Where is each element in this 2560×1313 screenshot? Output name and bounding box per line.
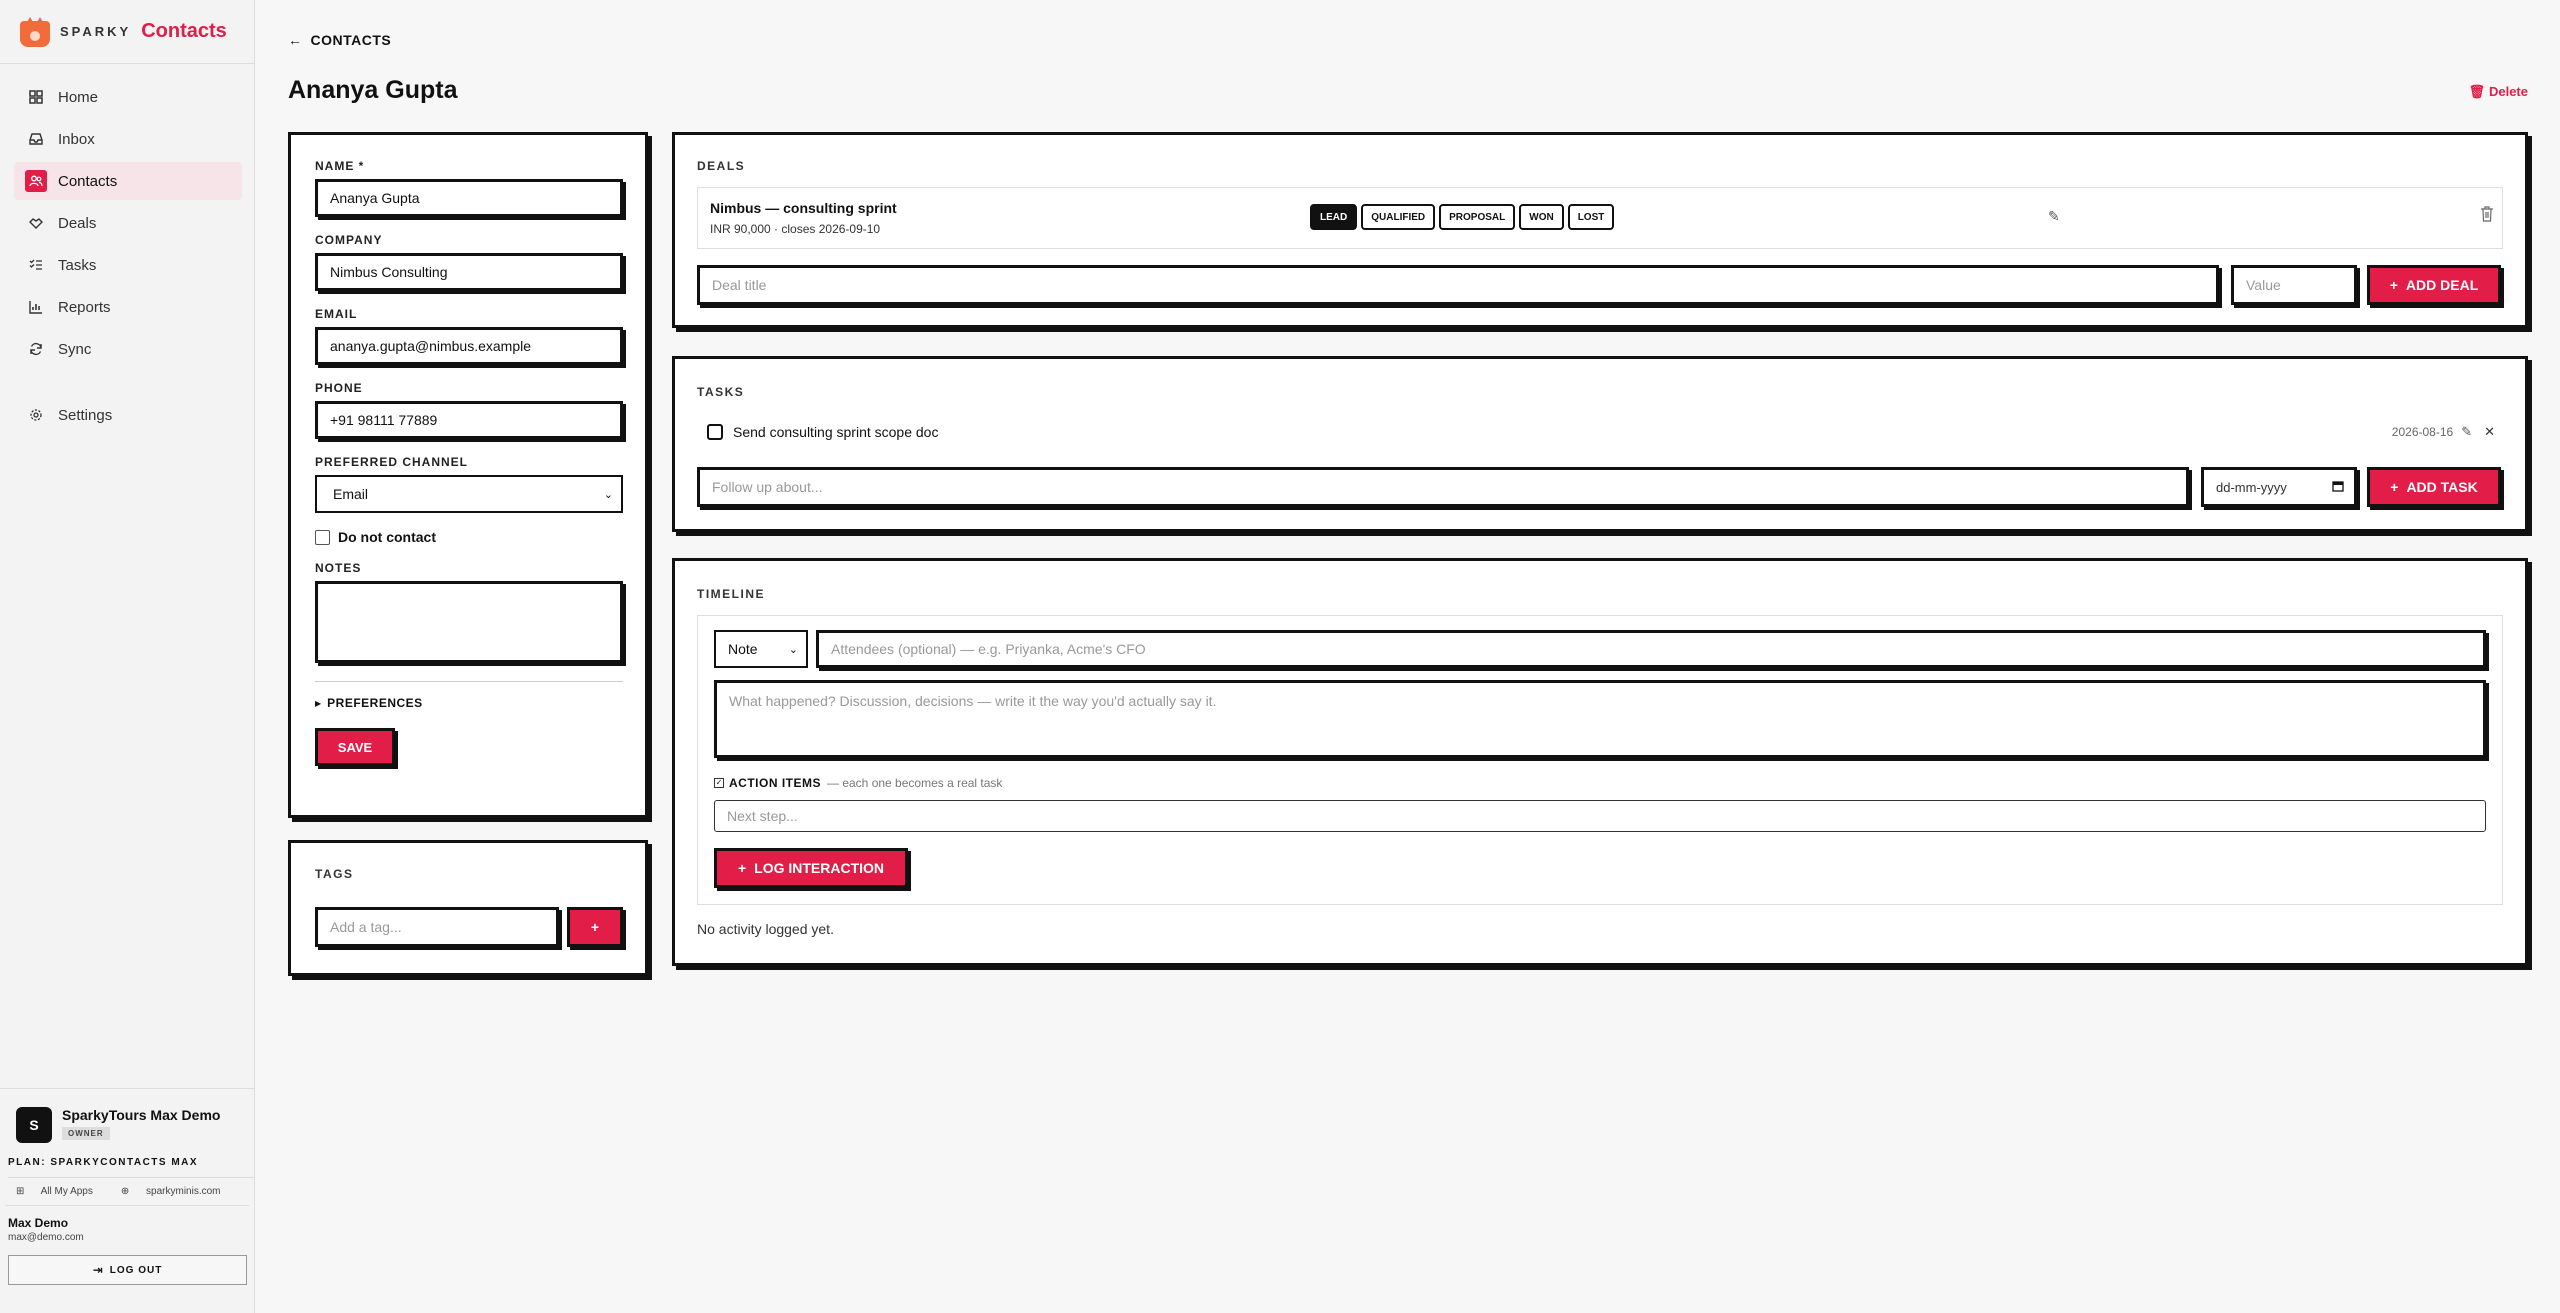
- avatar: S: [16, 1107, 52, 1143]
- close-icon[interactable]: ✕: [2484, 424, 2495, 439]
- task-due-date: 2026-08-16: [2391, 425, 2454, 439]
- sidebar-item-label: Reports: [58, 298, 111, 316]
- org-name: SparkyTours Max Demo: [62, 1107, 221, 1123]
- tag-input[interactable]: [315, 907, 559, 947]
- trash-icon: 🗑: [2468, 84, 2485, 99]
- sidebar-item-label: Deals: [58, 214, 97, 232]
- task-title: Send consulting sprint scope doc: [733, 424, 939, 440]
- home-icon: [28, 89, 44, 105]
- calendar-icon: [2332, 479, 2344, 495]
- sidebar: [0, 0, 255, 1313]
- interaction-type-value: Note: [728, 641, 758, 657]
- deals-icon: [28, 215, 44, 231]
- contacts-icon: [25, 170, 47, 192]
- email-label: EMAIL: [315, 307, 358, 321]
- sidebar-item-label: Settings: [58, 406, 113, 424]
- all-apps-link[interactable]: [16, 1186, 107, 1197]
- trash-deal-icon[interactable]: [2480, 206, 2494, 227]
- dnc-label: Do not contact: [338, 529, 436, 545]
- deal-meta: INR 90,000 · closes 2026-09-10: [710, 222, 881, 236]
- action-items-hint: — each one becomes a real task: [827, 776, 1003, 790]
- add-deal-button[interactable]: [2367, 265, 2501, 305]
- tasks-icon: [28, 257, 44, 273]
- role-badge: OWNER: [62, 1127, 110, 1140]
- user-email: max@demo.com: [8, 1232, 84, 1243]
- sidebar-item-reports[interactable]: [14, 288, 242, 326]
- log-interaction-form: [697, 615, 2503, 905]
- plus-icon: +: [2389, 277, 2398, 293]
- task-date-input[interactable]: [2201, 467, 2357, 507]
- stage-proposal[interactable]: PROPOSAL: [1439, 204, 1515, 230]
- dnc-checkbox[interactable]: [315, 530, 330, 545]
- phone-label: PHONE: [315, 381, 363, 395]
- deals-card: [672, 132, 2528, 328]
- body-placeholder: What happened? Discussion, decisions — write it the way you'd actually say it.: [729, 693, 1217, 709]
- deal-value-input[interactable]: [2231, 265, 2357, 305]
- fox-logo-icon: [20, 17, 50, 47]
- sidebar-item-settings[interactable]: [14, 396, 242, 434]
- phone-field[interactable]: +91 98111 77889: [315, 401, 623, 439]
- site-link[interactable]: [121, 1186, 235, 1197]
- plus-icon: +: [2390, 479, 2399, 495]
- settings-icon: [28, 407, 44, 423]
- task-checkbox[interactable]: [707, 424, 723, 440]
- back-link[interactable]: [288, 32, 391, 48]
- edit-deal-icon[interactable]: ✎: [2048, 208, 2060, 224]
- timeline-empty-state: No activity logged yet.: [697, 921, 834, 937]
- account-panel: [0, 1088, 255, 1285]
- preferences-label: PREFERENCES: [327, 696, 423, 710]
- all-apps-label: All My Apps: [40, 1186, 93, 1197]
- task-placeholder: Follow up about...: [712, 479, 823, 495]
- globe-icon: ⊕: [120, 1186, 130, 1197]
- log-interaction-label: LOG INTERACTION: [754, 860, 885, 876]
- name-field[interactable]: Ananya Gupta: [315, 179, 623, 217]
- checklist-icon: ✓: [715, 778, 723, 787]
- deal-title: Nimbus — consulting sprint: [710, 200, 897, 216]
- tags-card: [288, 840, 648, 976]
- sidebar-item-label: Contacts: [58, 172, 118, 190]
- channel-label: PREFERRED CHANNEL: [315, 455, 469, 469]
- plan-label: PLAN: SPARKYCONTACTS MAX: [8, 1157, 255, 1178]
- save-button[interactable]: SAVE: [315, 728, 395, 766]
- timeline-label: TIMELINE: [697, 587, 765, 601]
- add-deal-label: ADD DEAL: [2405, 277, 2479, 293]
- log-interaction-button[interactable]: [714, 848, 908, 888]
- plus-icon: +: [737, 860, 747, 876]
- channel-value: Email: [333, 486, 369, 502]
- logout-button[interactable]: [8, 1255, 247, 1285]
- deal-title-input[interactable]: [697, 265, 2219, 305]
- dnc-row: [315, 529, 623, 545]
- sidebar-item-inbox[interactable]: [14, 120, 242, 158]
- sidebar-nav: [0, 64, 254, 434]
- channel-select[interactable]: [315, 475, 623, 513]
- deal-stage-selector: [1310, 204, 1618, 230]
- task-date-placeholder: dd-mm-yyyy: [2216, 479, 2287, 495]
- action-items-header: [714, 776, 1002, 790]
- reports-icon: [28, 299, 44, 315]
- arrow-left-icon: ←: [288, 32, 303, 48]
- deal-row[interactable]: [697, 187, 2503, 249]
- brand-name: Contacts: [141, 20, 227, 42]
- tasks-card: [672, 356, 2528, 532]
- sidebar-item-sync[interactable]: [14, 330, 242, 368]
- inbox-icon: [28, 131, 44, 147]
- interaction-body-textarea[interactable]: [714, 680, 2486, 758]
- next-step-placeholder: Next step...: [727, 808, 798, 824]
- company-field[interactable]: Nimbus Consulting: [315, 253, 623, 291]
- site-label: sparkyminis.com: [146, 1186, 221, 1197]
- sidebar-item-deals[interactable]: [14, 204, 242, 242]
- add-task-button[interactable]: [2367, 467, 2501, 507]
- delete-button[interactable]: [2468, 84, 2528, 100]
- sidebar-item-label: Sync: [58, 340, 92, 358]
- brand[interactable]: [0, 0, 254, 64]
- caret-right-icon: ▶: [315, 698, 322, 708]
- attendees-placeholder: Attendees (optional) — e.g. Priyanka, Acme's CFO: [831, 641, 1146, 657]
- task-row: [707, 421, 2503, 443]
- sidebar-item-label: Home: [58, 88, 99, 106]
- company-label: COMPANY: [315, 233, 383, 247]
- name-label: NAME *: [315, 159, 365, 173]
- grid-icon: ⊞: [16, 1186, 25, 1197]
- notes-textarea[interactable]: [315, 581, 623, 663]
- notes-label: NOTES: [315, 561, 362, 575]
- page-title: Ananya Gupta: [288, 76, 458, 104]
- tag-placeholder: Add a tag...: [330, 919, 402, 935]
- logout-icon: ⇥: [92, 1263, 104, 1277]
- next-step-input[interactable]: [714, 800, 2486, 832]
- chevron-down-icon: ⌄: [603, 488, 613, 501]
- timeline-card: [672, 558, 2528, 966]
- stage-lost[interactable]: LOST: [1568, 204, 1615, 230]
- chevron-down-icon: ⌄: [788, 643, 798, 656]
- sidebar-item-tasks[interactable]: [14, 246, 242, 284]
- task-input[interactable]: [697, 467, 2189, 507]
- sidebar-item-contacts[interactable]: [14, 162, 242, 200]
- sidebar-item-label: Tasks: [58, 256, 97, 274]
- sync-icon: [28, 341, 44, 357]
- brand-prefix: SPARKY: [60, 24, 132, 39]
- attendees-input[interactable]: [816, 630, 2486, 668]
- stage-lead[interactable]: LEAD: [1310, 204, 1357, 230]
- preferences-toggle[interactable]: [315, 681, 623, 710]
- logout-label: LOG OUT: [109, 1264, 163, 1276]
- sidebar-item-home[interactable]: [14, 78, 242, 116]
- sidebar-item-label: Inbox: [58, 130, 95, 148]
- delete-label: Delete: [2488, 84, 2528, 99]
- interaction-type-select[interactable]: [714, 630, 808, 668]
- tasks-label: TASKS: [697, 385, 745, 399]
- back-label: CONTACTS: [310, 32, 392, 48]
- stage-qualified[interactable]: QUALIFIED: [1361, 204, 1435, 230]
- deal-value-placeholder: Value: [2246, 277, 2281, 293]
- add-task-label: ADD TASK: [2406, 479, 2478, 495]
- deal-title-placeholder: Deal title: [712, 277, 767, 293]
- add-tag-button[interactable]: +: [567, 907, 623, 947]
- deals-label: DEALS: [697, 159, 746, 173]
- user-name: Max Demo: [8, 1216, 69, 1230]
- stage-won[interactable]: WON: [1519, 204, 1563, 230]
- contact-form-card: [288, 132, 648, 818]
- email-field[interactable]: ananya.gupta@nimbus.example: [315, 327, 623, 365]
- edit-task-icon[interactable]: ✎: [2461, 424, 2473, 439]
- action-items-label: ACTION ITEMS: [729, 776, 821, 790]
- tags-label: TAGS: [315, 867, 354, 881]
